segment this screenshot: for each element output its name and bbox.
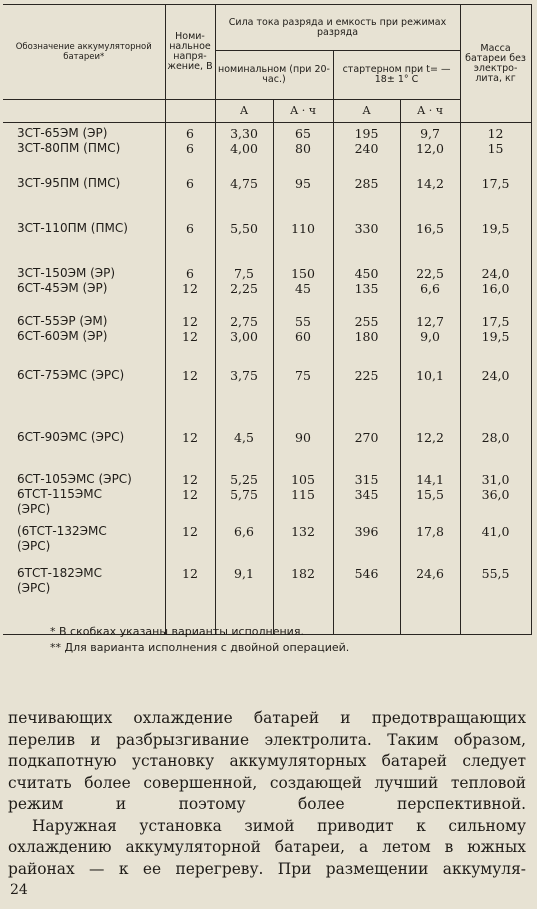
- cell-sa: 195 240: [333, 123, 400, 173]
- cell-iah: 95: [273, 173, 333, 218]
- cell-name: 3СТ-95ПМ (ПМС): [17, 175, 121, 190]
- table-row: [3, 263, 531, 311]
- cell-ia: 4,75: [215, 173, 273, 218]
- cell-sah: 14,1 15,5: [400, 469, 460, 521]
- cell-ia: 5,25 5,75: [215, 469, 273, 521]
- body-text: [8, 708, 526, 880]
- page-number: 24: [10, 882, 28, 898]
- unit-a: А: [215, 100, 273, 123]
- cell-ia: 2,75 3,00: [215, 311, 273, 365]
- cell-mass: 55,5: [460, 563, 531, 635]
- paragraph: печивающих охлаждение батарей и предотвращающих перелив и разбрызгивание электролита. Таким образом, подкапотную установку аккумуляторных батарей следует считать более совершенной, создающей лучший тепловой режим и поэтому более перспективной.: [8, 709, 526, 813]
- cell-name: 6СТ-75ЭМС (ЭРС): [17, 367, 125, 382]
- cell-name: 3СТ-110ПМ (ПМС): [17, 220, 128, 235]
- cell-voltage: 12: [165, 521, 215, 563]
- unit-ah: А · ч: [400, 100, 460, 123]
- cell-mass: 19,5: [460, 218, 531, 263]
- cell-sah: 17,8: [400, 521, 460, 563]
- cell-ia: 3,75: [215, 365, 273, 427]
- footnote: ** Для варианта исполнения с двойной операцией.: [50, 641, 350, 654]
- cell-mass: 41,0: [460, 521, 531, 563]
- cell-mass: 24,0 16,0: [460, 263, 531, 311]
- cell-ia: 7,5 2,25: [215, 263, 273, 311]
- table-row: [3, 123, 531, 173]
- cell-iah: 132: [273, 521, 333, 563]
- cell-name: 6ТСТ-182ЭМС (ЭРС): [3, 563, 165, 635]
- cell-mass: 17,5 19,5: [460, 311, 531, 365]
- cell-voltage: 12: [165, 563, 215, 635]
- cell-mass: 12 15: [460, 123, 531, 173]
- table-footnotes: [50, 624, 349, 656]
- header-blank: [3, 100, 165, 123]
- paragraph: Наружная установка зимой приводит к сильному охлаждению аккумуляторной батареи, а летом в южных районах — к ее перегреву. При размещении аккумуля-: [8, 816, 526, 878]
- cell-sah: 12,7 9,0: [400, 311, 460, 365]
- cell-voltage: 6: [165, 173, 215, 218]
- table-row: [3, 469, 531, 521]
- cell-sah: 22,5 6,6: [400, 263, 460, 311]
- cell-mass: 31,0 36,0: [460, 469, 531, 521]
- header-voltage: Номи- нальное напря- жение, В: [165, 5, 215, 100]
- cell-sa: 255 180: [333, 311, 400, 365]
- cell-sa: 396: [333, 521, 400, 563]
- header-blank: [165, 100, 215, 123]
- table-row: [3, 218, 531, 263]
- cell-voltage: 12 12: [165, 311, 215, 365]
- cell-name: 6СТ-55ЭР (ЭМ) 6СТ-60ЭМ (ЭР): [17, 313, 108, 343]
- table-row: [3, 521, 531, 563]
- cell-ia: 9,1: [215, 563, 273, 635]
- cell-sah: 24,6: [400, 563, 460, 635]
- cell-iah: 90: [273, 427, 333, 469]
- cell-sah: 10,1: [400, 365, 460, 427]
- unit-a: А: [333, 100, 400, 123]
- cell-sah: 9,7 12,0: [400, 123, 460, 173]
- cell-mass: 28,0: [460, 427, 531, 469]
- cell-sa: 330: [333, 218, 400, 263]
- header-nominal: номинальном (при 20-час.): [215, 51, 333, 100]
- table-row: [3, 365, 531, 427]
- cell-iah: 75: [273, 365, 333, 427]
- cell-sah: 12,2: [400, 427, 460, 469]
- cell-ia: 6,6: [215, 521, 273, 563]
- cell-voltage: 6 6: [165, 123, 215, 173]
- cell-voltage: 6 12: [165, 263, 215, 311]
- header-designation: Обозначение аккумуляторной батареи*: [3, 5, 165, 100]
- cell-sa: 285: [333, 173, 400, 218]
- battery-table: [3, 4, 532, 635]
- cell-sah: 16,5: [400, 218, 460, 263]
- cell-iah: 65 80: [273, 123, 333, 173]
- footnote: * В скобках указаны варианты исполнения.: [50, 625, 304, 638]
- cell-sa: 270: [333, 427, 400, 469]
- cell-iah: 110: [273, 218, 333, 263]
- cell-ia: 3,30 4,00: [215, 123, 273, 173]
- cell-iah: 55 60: [273, 311, 333, 365]
- cell-voltage: 6: [165, 218, 215, 263]
- cell-voltage: 12 12: [165, 469, 215, 521]
- cell-name: 6СТ-105ЭМС (ЭРС) 6ТСТ-115ЭМС (ЭРС): [17, 471, 132, 516]
- cell-sah: 14,2: [400, 173, 460, 218]
- cell-ia: 5,50: [215, 218, 273, 263]
- cell-iah: 182: [273, 563, 333, 635]
- cell-sa: 315 345: [333, 469, 400, 521]
- cell-mass: 24,0: [460, 365, 531, 427]
- cell-mass: 17,5: [460, 173, 531, 218]
- cell-ia: 4,5: [215, 427, 273, 469]
- cell-voltage: 12: [165, 427, 215, 469]
- cell-iah: 150 45: [273, 263, 333, 311]
- cell-name: 3СТ-150ЭМ (ЭР) 6СТ-45ЭМ (ЭР): [17, 265, 116, 295]
- table-row: [3, 427, 531, 469]
- cell-name: 3СТ-65ЭМ (ЭР) 3СТ-80ПМ (ПМС): [17, 126, 121, 155]
- cell-name: (6ТСТ-132ЭМС (ЭРС): [17, 523, 107, 553]
- unit-ah: А · ч: [273, 100, 333, 123]
- cell-sa: 546: [333, 563, 400, 635]
- cell-sa: 450 135: [333, 263, 400, 311]
- cell-name: 6СТ-90ЭМС (ЭРС): [17, 429, 125, 444]
- cell-voltage: 12: [165, 365, 215, 427]
- header-group: Сила тока разряда и емкость при режимах разряда: [215, 5, 460, 51]
- table-row: [3, 173, 531, 218]
- header-starter: стартерном при t= —18± 1° С: [333, 51, 460, 100]
- cell-iah: 105 115: [273, 469, 333, 521]
- table-row: [3, 311, 531, 365]
- header-mass: Масса батареи без электро- лита, кг: [460, 5, 531, 123]
- cell-sa: 225: [333, 365, 400, 427]
